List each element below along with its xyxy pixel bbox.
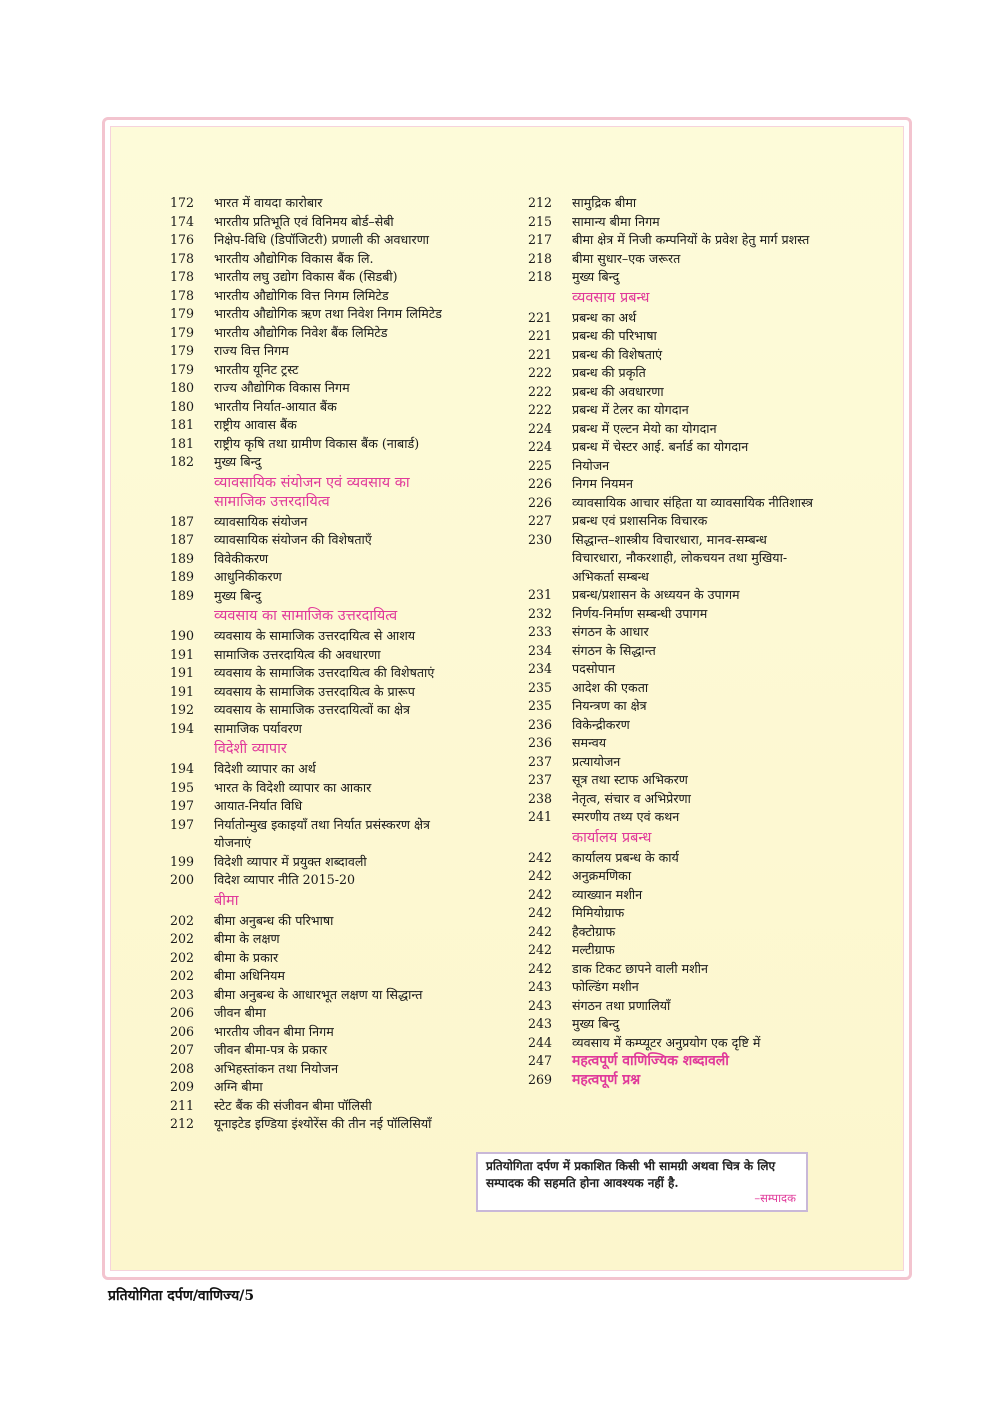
toc-entry-title: विदेशी व्यापार में प्रयुक्त शब्दावली [214,853,367,869]
toc-entry [170,342,460,361]
toc-entry [528,978,818,997]
toc-entry-title: विकेन्द्रीकरण [572,716,630,732]
toc-entry-title: फोल्डिंग मशीन [572,979,639,994]
toc-entry [170,453,460,472]
toc-page-number: 227 [528,513,553,528]
toc-entry [170,871,460,890]
toc-page-number: 187 [170,532,195,547]
toc-entry-title: मुख्य बिन्दु [572,1016,620,1031]
toc-page-number: 191 [170,646,195,662]
toc-entry [528,309,818,328]
toc-page-number: 226 [528,494,553,510]
section-heading: व्यावसायिक संयोजन एवं व्यवसाय का सामाजिक उत्तरदायित्व [214,474,410,510]
toc-entry [528,194,818,213]
toc-page-number: 237 [528,753,553,769]
toc-page-number: 226 [528,476,553,491]
toc-entry-title: भारत में वायदा कारोबार [214,195,323,210]
toc-entry [170,513,460,532]
toc-page-number: 190 [170,628,195,643]
toc-entry [170,627,460,646]
toc-entry-title: सामाजिक उत्तरदायित्व की अवधारणा [214,646,381,662]
toc-right-column [528,194,818,1089]
toc-page-number: 206 [170,1005,195,1020]
toc-entry-title: सामुद्रिक बीमा [572,195,637,210]
toc-entry [170,967,460,986]
toc-page-number: 232 [528,605,553,621]
toc-page-number: 179 [170,361,195,377]
toc-entry [170,213,460,232]
toc-entry-title: नियन्त्रण का क्षेत्र [572,698,647,713]
toc-page-number: 217 [528,232,553,247]
toc-entry-title: भारतीय प्रतिभूति एवं विनिमय बोर्ड–सेबी [214,213,394,229]
toc-page-number: 242 [528,905,553,920]
toc-page-number: 224 [528,439,553,454]
toc-page-number: 247 [528,1053,553,1068]
toc-page-number: 242 [528,923,553,939]
toc-entry-title: निक्षेप-विधि (डिपॉजिटरी) प्रणाली की अवधारणा [214,232,429,247]
section-heading: व्यवसाय का सामाजिक उत्तरदायित्व [214,608,398,624]
toc-entry-title: स्मरणीय तथ्य एवं कथन [572,809,680,824]
toc-entry-title: भारतीय औद्योगिक विकास बैंक लि. [214,250,374,266]
toc-page-number: 180 [170,398,195,414]
toc-entry [170,646,460,665]
toc-entry-title: बीमा अनुबन्ध के आधारभूत लक्षण या सिद्धान्त [214,986,423,1002]
toc-entry-title: भारतीय लघु उद्योग विकास बैंक (सिडबी) [214,269,398,284]
toc-page-number: 236 [528,716,553,732]
toc-entry [170,531,460,550]
toc-entry [528,475,818,494]
toc-entry [528,457,818,476]
toc-page-number: 242 [528,942,553,957]
toc-page-number: 200 [170,872,195,887]
toc-page-number: 178 [170,269,195,284]
toc-entry-title: भारतीय निर्यात-आयात बैंक [214,398,337,414]
toc-entry-title: व्यवसाय के सामाजिक उत्तरदायित्व से आशय [214,628,416,643]
toc-entry [528,494,818,513]
toc-entry [528,346,818,365]
toc-entry-title: प्रबन्ध/प्रशासन के अध्ययन के उपागम [572,587,740,602]
toc-entry [170,664,460,683]
toc-page-number: 242 [528,886,553,902]
toc-entry-title: विवेकीकरण [214,550,269,566]
toc-page-number: 243 [528,997,553,1013]
toc-entry-title: नियोजन [572,457,610,473]
toc-entry [170,720,460,739]
toc-page-number: 179 [170,324,195,340]
toc-entry [170,797,460,816]
toc-page-number: 182 [170,454,195,469]
toc-entry [528,512,818,531]
toc-entry-title: सिद्धान्त–शास्त्रीय विचारधारा, मानव-सम्बन्ध विचारधारा, नौकरशाही, लोकचयन तथा मुखिया-अभिकर्ता सम्बन्ध [572,531,788,584]
toc-entry [528,1034,818,1053]
toc-entry [528,808,818,827]
toc-page-number: 179 [170,343,195,358]
toc-entry-title: प्रबन्ध एवं प्रशासनिक विचारक [572,513,708,528]
toc-entry [170,853,460,872]
toc-page-number: 187 [170,513,195,529]
toc-page-number: 234 [528,661,553,676]
toc-entry [170,760,460,779]
toc-entry [170,701,460,720]
toc-entry-title: भारतीय औद्योगिक निवेश बैंक लिमिटेड [214,324,388,340]
toc-entry [170,305,460,324]
toc-entry-title: आदेश की एकता [572,679,649,695]
toc-page-number: 234 [528,642,553,658]
toc-page-number: 172 [170,195,195,210]
toc-entry [170,1097,460,1116]
toc-entry [528,734,818,753]
toc-page-number: 242 [528,868,553,883]
notice-signature: –सम्पादक [754,1191,796,1205]
toc-entry-title: भारतीय औद्योगिक वित्त निगम लिमिटेड [214,287,389,303]
toc-entry-title: विदेश व्यापार नीति 2015-20 [214,872,355,887]
editor-notice [476,1152,808,1212]
toc-entry-title: जीवन बीमा [214,1005,266,1020]
toc-page-number: 179 [170,306,195,321]
toc-entry [170,1115,460,1134]
toc-entry-title: समन्वय [572,735,607,750]
toc-entry [528,771,818,790]
page-footer: प्रतियोगिता दर्पण/वाणिज्य/5 [108,1288,255,1304]
toc-entry-title: व्यवसाय के सामाजिक उत्तरदायित्व की विशेषताएं [214,665,435,680]
toc-entry [528,1052,818,1071]
toc-entry-title: अभिहस्तांकन तथा नियोजन [214,1060,339,1076]
toc-entry [528,586,818,605]
toc-entry [170,231,460,250]
toc-entry-title: बीमा क्षेत्र में निजी कम्पनियों के प्रवेश हेतु मार्ग प्रशस्त [572,232,810,247]
toc-entry [170,398,460,417]
toc-page-number: 236 [528,735,553,750]
toc-entry-title: प्रबन्ध में चेस्टर आई. बर्नार्ड का योगदान [572,439,749,454]
toc-page-number: 242 [528,849,553,865]
toc-page-number: 212 [528,195,553,210]
toc-page-number: 222 [528,402,553,417]
toc-entry [528,213,818,232]
toc-entry [528,941,818,960]
toc-entry-title: मुख्य बिन्दु [572,269,620,284]
toc-entry-title: सूत्र तथा स्टाफ अभिकरण [572,772,688,787]
toc-page-number: 215 [528,213,553,229]
toc-entry-title: प्रबन्ध की परिभाषा [572,328,657,343]
toc-page-number: 218 [528,269,553,284]
toc-page-number: 237 [528,772,553,787]
section-heading: विदेशी व्यापार [214,741,287,757]
toc-entry-title: सामाजिक पर्यावरण [214,720,302,736]
toc-page-number: 178 [170,250,195,266]
toc-entry [528,1071,818,1090]
toc-entry [170,250,460,269]
toc-page-number: 176 [170,232,195,247]
toc-page-number: 233 [528,624,553,639]
toc-entry [170,361,460,380]
toc-entry-title: स्टेट बैंक की संजीवन बीमा पॉलिसी [214,1097,372,1113]
toc-entry-title: मल्टीग्राफ [572,942,615,957]
toc-entry [170,568,460,587]
toc-entry-title: प्रत्यायोजन [572,753,621,769]
toc-entry-title: प्रबन्ध में टेलर का योगदान [572,402,689,417]
toc-entry-title: निर्णय-निर्माण सम्बन्धी उपागम [572,605,708,621]
toc-page-number: 189 [170,550,195,566]
toc-entry [528,623,818,642]
toc-page-number: 221 [528,328,553,343]
toc-entry [528,904,818,923]
toc-entry [170,268,460,287]
toc-entry-title: भारतीय औद्योगिक ऋण तथा निवेश निगम लिमिटेड [214,306,442,321]
toc-entry [170,949,460,968]
toc-entry [528,401,818,420]
toc-page-number: 242 [528,960,553,976]
toc-entry-title: राष्ट्रीय कृषि तथा ग्रामीण विकास बैंक (नाबार्ड) [214,435,420,451]
notice-text: प्रतियोगिता दर्पण में प्रकाशित किसी भी सामग्री अथवा चित्र के लिए सम्पादक की सहमति होना आवश्यक नहीं है. [486,1159,776,1190]
toc-page-number: 202 [170,968,195,983]
toc-entry [528,250,818,269]
toc-page-number: 244 [528,1034,553,1050]
toc-entry [170,912,460,931]
toc-entry [528,849,818,868]
toc-page-number: 180 [170,380,195,395]
toc-entry [170,779,460,798]
toc-page-number: 189 [170,587,195,603]
toc-entry [528,1015,818,1034]
toc-page-number: 269 [528,1071,553,1087]
toc-entry-title: भारतीय जीवन बीमा निगम [214,1023,334,1039]
toc-entry [528,960,818,979]
toc-entry [528,268,818,287]
toc-entry [170,1023,460,1042]
toc-page-number: 212 [170,1116,195,1131]
toc-page-number: 194 [170,761,195,776]
toc-entry [170,683,460,702]
toc-entry-title: बीमा सुधार–एक जरूरत [572,250,681,266]
toc-page-number: 238 [528,790,553,806]
toc-page-number: 224 [528,420,553,436]
toc-entry-title: जीवन बीमा-पत्र के प्रकार [214,1042,328,1057]
toc-page-number: 181 [170,417,195,432]
toc-entry [170,379,460,398]
toc-entry [528,679,818,698]
toc-entry-title: व्यवसाय के सामाजिक उत्तरदायित्व के प्रारूप [214,683,415,699]
toc-page-number: 178 [170,287,195,303]
toc-entry-title: आधुनिकीकरण [214,569,282,584]
toc-page-number: 207 [170,1042,195,1057]
toc-entry-title: व्यावसायिक संयोजन की विशेषताएँ [214,532,372,547]
toc-entry-title: व्यावसायिक आचार संहिता या व्यावसायिक नीतिशास्त्र [572,494,813,510]
toc-entry-title: प्रबन्ध की प्रकृति [572,365,646,380]
toc-page-number: 235 [528,679,553,695]
toc-page-number: 202 [170,912,195,928]
toc-page-number: 218 [528,250,553,266]
toc-entry-title: राज्य वित्त निगम [214,343,289,358]
toc-page-number: 199 [170,853,195,869]
toc-entry [170,435,460,454]
toc-entry-title: प्रबन्ध की अवधारणा [572,383,664,399]
toc-page-number: 230 [528,531,553,547]
section-heading: कार्यालय प्रबन्ध [572,829,652,846]
toc-entry [170,1078,460,1097]
toc-entry [528,886,818,905]
toc-entry-title: व्याख्यान मशीन [572,886,643,902]
toc-entry-title: निर्यातोन्मुख इकाइयाँ तथा निर्यात प्रसंस्करण क्षेत्र योजनाएं [214,816,430,850]
toc-page-number: 222 [528,365,553,380]
toc-entry-title: यूनाइटेड इण्डिया इंश्योरेंस की तीन नई पॉलिसियाँ [214,1116,432,1131]
toc-page-number: 191 [170,683,195,699]
toc-entry-title: मुख्य बिन्दु [214,454,262,469]
toc-entry [528,753,818,772]
toc-entry [528,231,818,250]
toc-entry [170,587,460,606]
toc-page-number: 221 [528,346,553,362]
toc-entry-title: अनुक्रमणिका [572,868,632,883]
toc-page-number: 202 [170,949,195,965]
toc-page-number: 197 [170,816,195,832]
toc-page-number: 243 [528,1016,553,1031]
section-heading: बीमा [214,892,239,909]
toc-entry-title: कार्यालय प्रबन्ध के कार्य [572,849,679,865]
toc-entry-title: मिमियोग्राफ [572,905,625,920]
toc-entry-title: अग्नि बीमा [214,1079,263,1094]
toc-entry [170,1041,460,1060]
toc-entry-title: महत्वपूर्ण वाणिज्यिक शब्दावली [572,1053,729,1069]
toc-entry [528,642,818,661]
toc-entry-title: संगठन तथा प्रणालियाँ [572,997,671,1013]
toc-entry [528,364,818,383]
toc-entry [528,923,818,942]
toc-entry-title: बीमा के प्रकार [214,949,279,965]
toc-entry [170,930,460,949]
toc-entry [528,660,818,679]
toc-entry-title: विदेशी व्यापार का अर्थ [214,761,316,776]
toc-page-number: 241 [528,809,553,824]
toc-entry-title: डाक टिकट छापने वाली मशीन [572,960,708,976]
toc-entry-title: भारतीय यूनिट ट्रस्ट [214,361,299,377]
toc-entry-title: बीमा अनुबन्ध की परिभाषा [214,912,334,928]
toc-entry [170,416,460,435]
toc-page-number: 225 [528,457,553,473]
toc-page-number: 195 [170,779,195,795]
toc-page-number: 181 [170,435,195,451]
toc-entry-title: नेतृत्व, संचार व अभिप्रेरणा [572,790,691,806]
toc-entry-title: बीमा अधिनियम [214,968,285,983]
toc-entry-title: हैक्टोग्राफ [572,923,616,939]
toc-entry [528,531,818,587]
toc-page-number: 243 [528,979,553,994]
toc-entry [528,790,818,809]
toc-page-number: 174 [170,213,195,229]
toc-page-number: 222 [528,383,553,399]
toc-entry [170,816,460,853]
toc-entry [528,997,818,1016]
toc-entry-title: संगठन के सिद्धान्त [572,642,656,658]
toc-page-number: 221 [528,309,553,325]
toc-entry-title: व्यवसाय में कम्प्यूटर अनुप्रयोग एक दृष्टि में [572,1034,761,1050]
toc-left-column [170,194,460,1134]
toc-entry [170,550,460,569]
toc-page-number: 209 [170,1079,195,1094]
toc-entry-title: मुख्य बिन्दु [214,587,262,603]
toc-entry [528,605,818,624]
toc-page-number: 208 [170,1060,195,1076]
toc-page-number: 202 [170,931,195,946]
toc-entry [170,194,460,213]
toc-page-number: 211 [170,1097,195,1113]
toc-entry-title: आयात-निर्यात विधि [214,798,303,813]
toc-entry [170,1004,460,1023]
toc-entry [528,867,818,886]
toc-entry-title: बीमा के लक्षण [214,931,280,946]
toc-entry [170,287,460,306]
toc-entry-title: सामान्य बीमा निगम [572,213,660,229]
toc-page-number: 191 [170,665,195,680]
toc-entry-title: संगठन के आधार [572,624,649,639]
toc-page-number: 189 [170,569,195,584]
toc-page-number: 206 [170,1023,195,1039]
toc-entry-title: व्यावसायिक संयोजन [214,513,308,529]
toc-entry [528,716,818,735]
toc-entry-title: राज्य औद्योगिक विकास निगम [214,380,350,395]
toc-page-number: 231 [528,587,553,602]
toc-entry-title: प्रबन्ध की विशेषताएं [572,346,663,362]
toc-entry-title: व्यवसाय के सामाजिक उत्तरदायित्वों का क्षेत्र [214,702,411,717]
toc-entry [528,420,818,439]
toc-entry-title: प्रबन्ध में एल्टन मेयो का योगदान [572,420,717,436]
toc-entry-title: निगम नियमन [572,476,633,491]
toc-page-number: 192 [170,702,195,717]
toc-entry-title: प्रबन्ध का अर्थ [572,309,637,325]
toc-entry-title: राष्ट्रीय आवास बैंक [214,417,297,432]
toc-entry-title: पदसोपान [572,661,616,676]
toc-entry-title: महत्वपूर्ण प्रश्न [572,1071,641,1088]
toc-page-number: 235 [528,698,553,713]
toc-entry [170,986,460,1005]
toc-entry [528,383,818,402]
section-heading: व्यवसाय प्रबन्ध [572,289,650,306]
toc-entry [528,697,818,716]
toc-entry [170,324,460,343]
toc-entry [528,327,818,346]
toc-entry [528,438,818,457]
toc-entry [170,1060,460,1079]
toc-entry-title: भारत के विदेशी व्यापार का आकार [214,779,372,795]
toc-page-number: 197 [170,798,195,813]
toc-page-number: 203 [170,986,195,1002]
toc-page-number: 194 [170,720,195,736]
